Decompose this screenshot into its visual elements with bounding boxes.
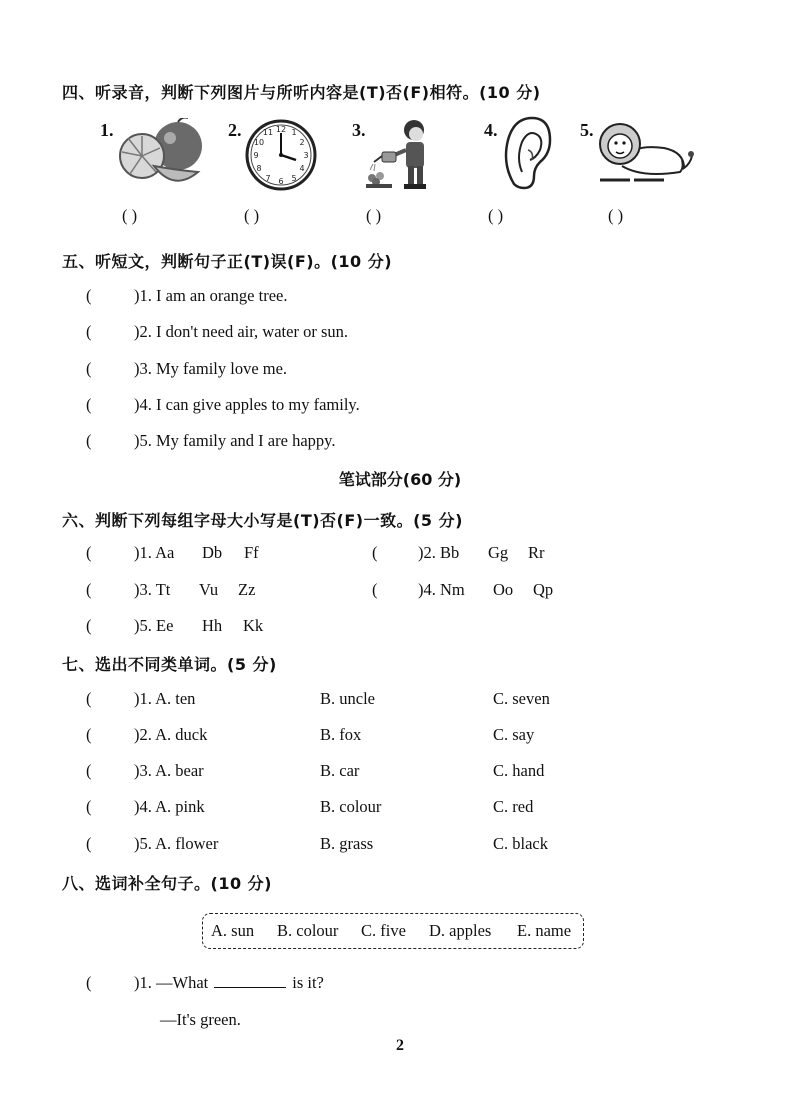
answer-paren[interactable]: (: [86, 973, 92, 992]
picture-answer-3[interactable]: ( ): [366, 206, 382, 225]
answer-blank[interactable]: [214, 973, 286, 988]
svg-text:8: 8: [256, 164, 262, 173]
orange-fruit-icon: [116, 118, 208, 195]
lion-icon: [594, 118, 694, 193]
clock-icon: [244, 118, 318, 197]
section-8-title: 八、选词补全句子。(10 分): [62, 874, 272, 893]
answer-paren[interactable]: (: [86, 580, 92, 599]
letter-pair: Oo: [493, 580, 514, 599]
option-a: )3. A. bear: [134, 761, 204, 780]
section-7-title: 七、选出不同类单词。(5 分): [62, 655, 277, 674]
answer-sentence: —It's green.: [160, 1010, 241, 1029]
word-bank-box: [202, 913, 584, 949]
option-b: B. car: [320, 761, 360, 780]
letter-pair: Ff: [244, 543, 259, 562]
option-b: B. uncle: [320, 689, 375, 708]
svg-text:1: 1: [291, 128, 297, 137]
svg-text:6: 6: [278, 177, 284, 186]
question-prefix: )1. —What: [134, 973, 209, 992]
answer-paren[interactable]: (: [86, 543, 92, 562]
ear-icon: [500, 114, 554, 199]
option-b: B. fox: [320, 725, 362, 744]
letter-pair: Db: [202, 543, 223, 562]
answer-paren[interactable]: (: [86, 431, 92, 450]
statement-text: )3. My family love me.: [134, 359, 288, 378]
section-6-title: 六、判断下列每组字母大小写是(T)否(F)一致。(5 分): [62, 511, 463, 530]
picture-number-2: 2.: [228, 120, 242, 140]
picture-number-3: 3.: [352, 120, 366, 140]
question-sentence: [134, 973, 324, 993]
letter-pair: Kk: [243, 616, 264, 635]
svg-text:2: 2: [299, 138, 305, 147]
letter-pair: )3. Tt: [134, 580, 171, 599]
letter-pair: )5. Ee: [134, 616, 174, 635]
option-a: )1. A. ten: [134, 689, 196, 708]
letter-pair: Hh: [202, 616, 223, 635]
picture-number-5: 5.: [580, 120, 594, 140]
picture-answer-2[interactable]: ( ): [244, 206, 260, 225]
answer-paren[interactable]: (: [86, 797, 92, 816]
option-a: )2. A. duck: [134, 725, 208, 744]
letter-pair: )2. Bb: [418, 543, 460, 562]
svg-text:12: 12: [275, 125, 287, 134]
option-c: C. seven: [493, 689, 550, 708]
answer-paren[interactable]: (: [372, 580, 378, 599]
svg-text:9: 9: [253, 151, 259, 160]
picture-answer-1[interactable]: ( ): [122, 206, 138, 225]
answer-paren[interactable]: (: [86, 395, 92, 414]
picture-answer-5[interactable]: ( ): [608, 206, 624, 225]
option-a: )5. A. flower: [134, 834, 219, 853]
letter-pair: Gg: [488, 543, 509, 562]
statement-text: )1. I am an orange tree.: [134, 286, 288, 305]
letter-pair: Qp: [533, 580, 554, 599]
option-c: C. say: [493, 725, 535, 744]
option-c: C. black: [493, 834, 548, 853]
statement-text: )2. I don't need air, water or sun.: [134, 322, 348, 341]
letter-pair: Zz: [238, 580, 256, 599]
section-4-title: 四、听录音，判断下列图片与所听内容是(T)否(F)相符。(10 分): [62, 83, 541, 102]
option-b: B. grass: [320, 834, 374, 853]
word-option: C. five: [361, 921, 406, 940]
letter-pair: Vu: [199, 580, 219, 599]
option-c: C. hand: [493, 761, 545, 780]
option-a: )4. A. pink: [134, 797, 205, 816]
written-part-title: 笔试部分(60 分): [338, 470, 462, 489]
svg-text:5: 5: [291, 174, 297, 183]
page-number: 2: [396, 1037, 404, 1054]
word-option: D. apples: [429, 921, 492, 940]
letter-pair: )1. Aa: [134, 543, 175, 562]
answer-paren[interactable]: (: [86, 322, 92, 341]
letter-pair: Rr: [528, 543, 545, 562]
answer-paren[interactable]: (: [86, 689, 92, 708]
svg-text:4: 4: [299, 164, 305, 173]
picture-answer-4[interactable]: ( ): [488, 206, 504, 225]
option-c: C. red: [493, 797, 534, 816]
option-b: B. colour: [320, 797, 382, 816]
girl-watering-flowers-icon: [362, 116, 442, 197]
picture-number-4: 4.: [484, 120, 498, 140]
svg-text:11: 11: [262, 128, 274, 137]
answer-paren[interactable]: (: [86, 725, 92, 744]
answer-paren[interactable]: (: [86, 359, 92, 378]
picture-number-1: 1.: [100, 120, 114, 140]
svg-text:7: 7: [265, 174, 271, 183]
svg-text:10: 10: [253, 138, 265, 147]
answer-paren[interactable]: (: [86, 616, 92, 635]
statement-text: )4. I can give apples to my family.: [134, 395, 360, 414]
word-option: E. name: [517, 921, 572, 940]
answer-paren[interactable]: (: [86, 834, 92, 853]
question-suffix: is it?: [292, 973, 324, 992]
word-option: A. sun: [211, 921, 255, 940]
word-option: B. colour: [277, 921, 339, 940]
answer-paren[interactable]: (: [86, 761, 92, 780]
section-5-title: 五、听短文，判断句子正(T)误(F)。(10 分): [62, 252, 393, 271]
statement-text: )5. My family and I are happy.: [134, 431, 336, 450]
letter-pair: )4. Nm: [418, 580, 465, 599]
answer-paren[interactable]: (: [372, 543, 378, 562]
svg-text:3: 3: [303, 151, 309, 160]
answer-paren[interactable]: (: [86, 286, 92, 305]
